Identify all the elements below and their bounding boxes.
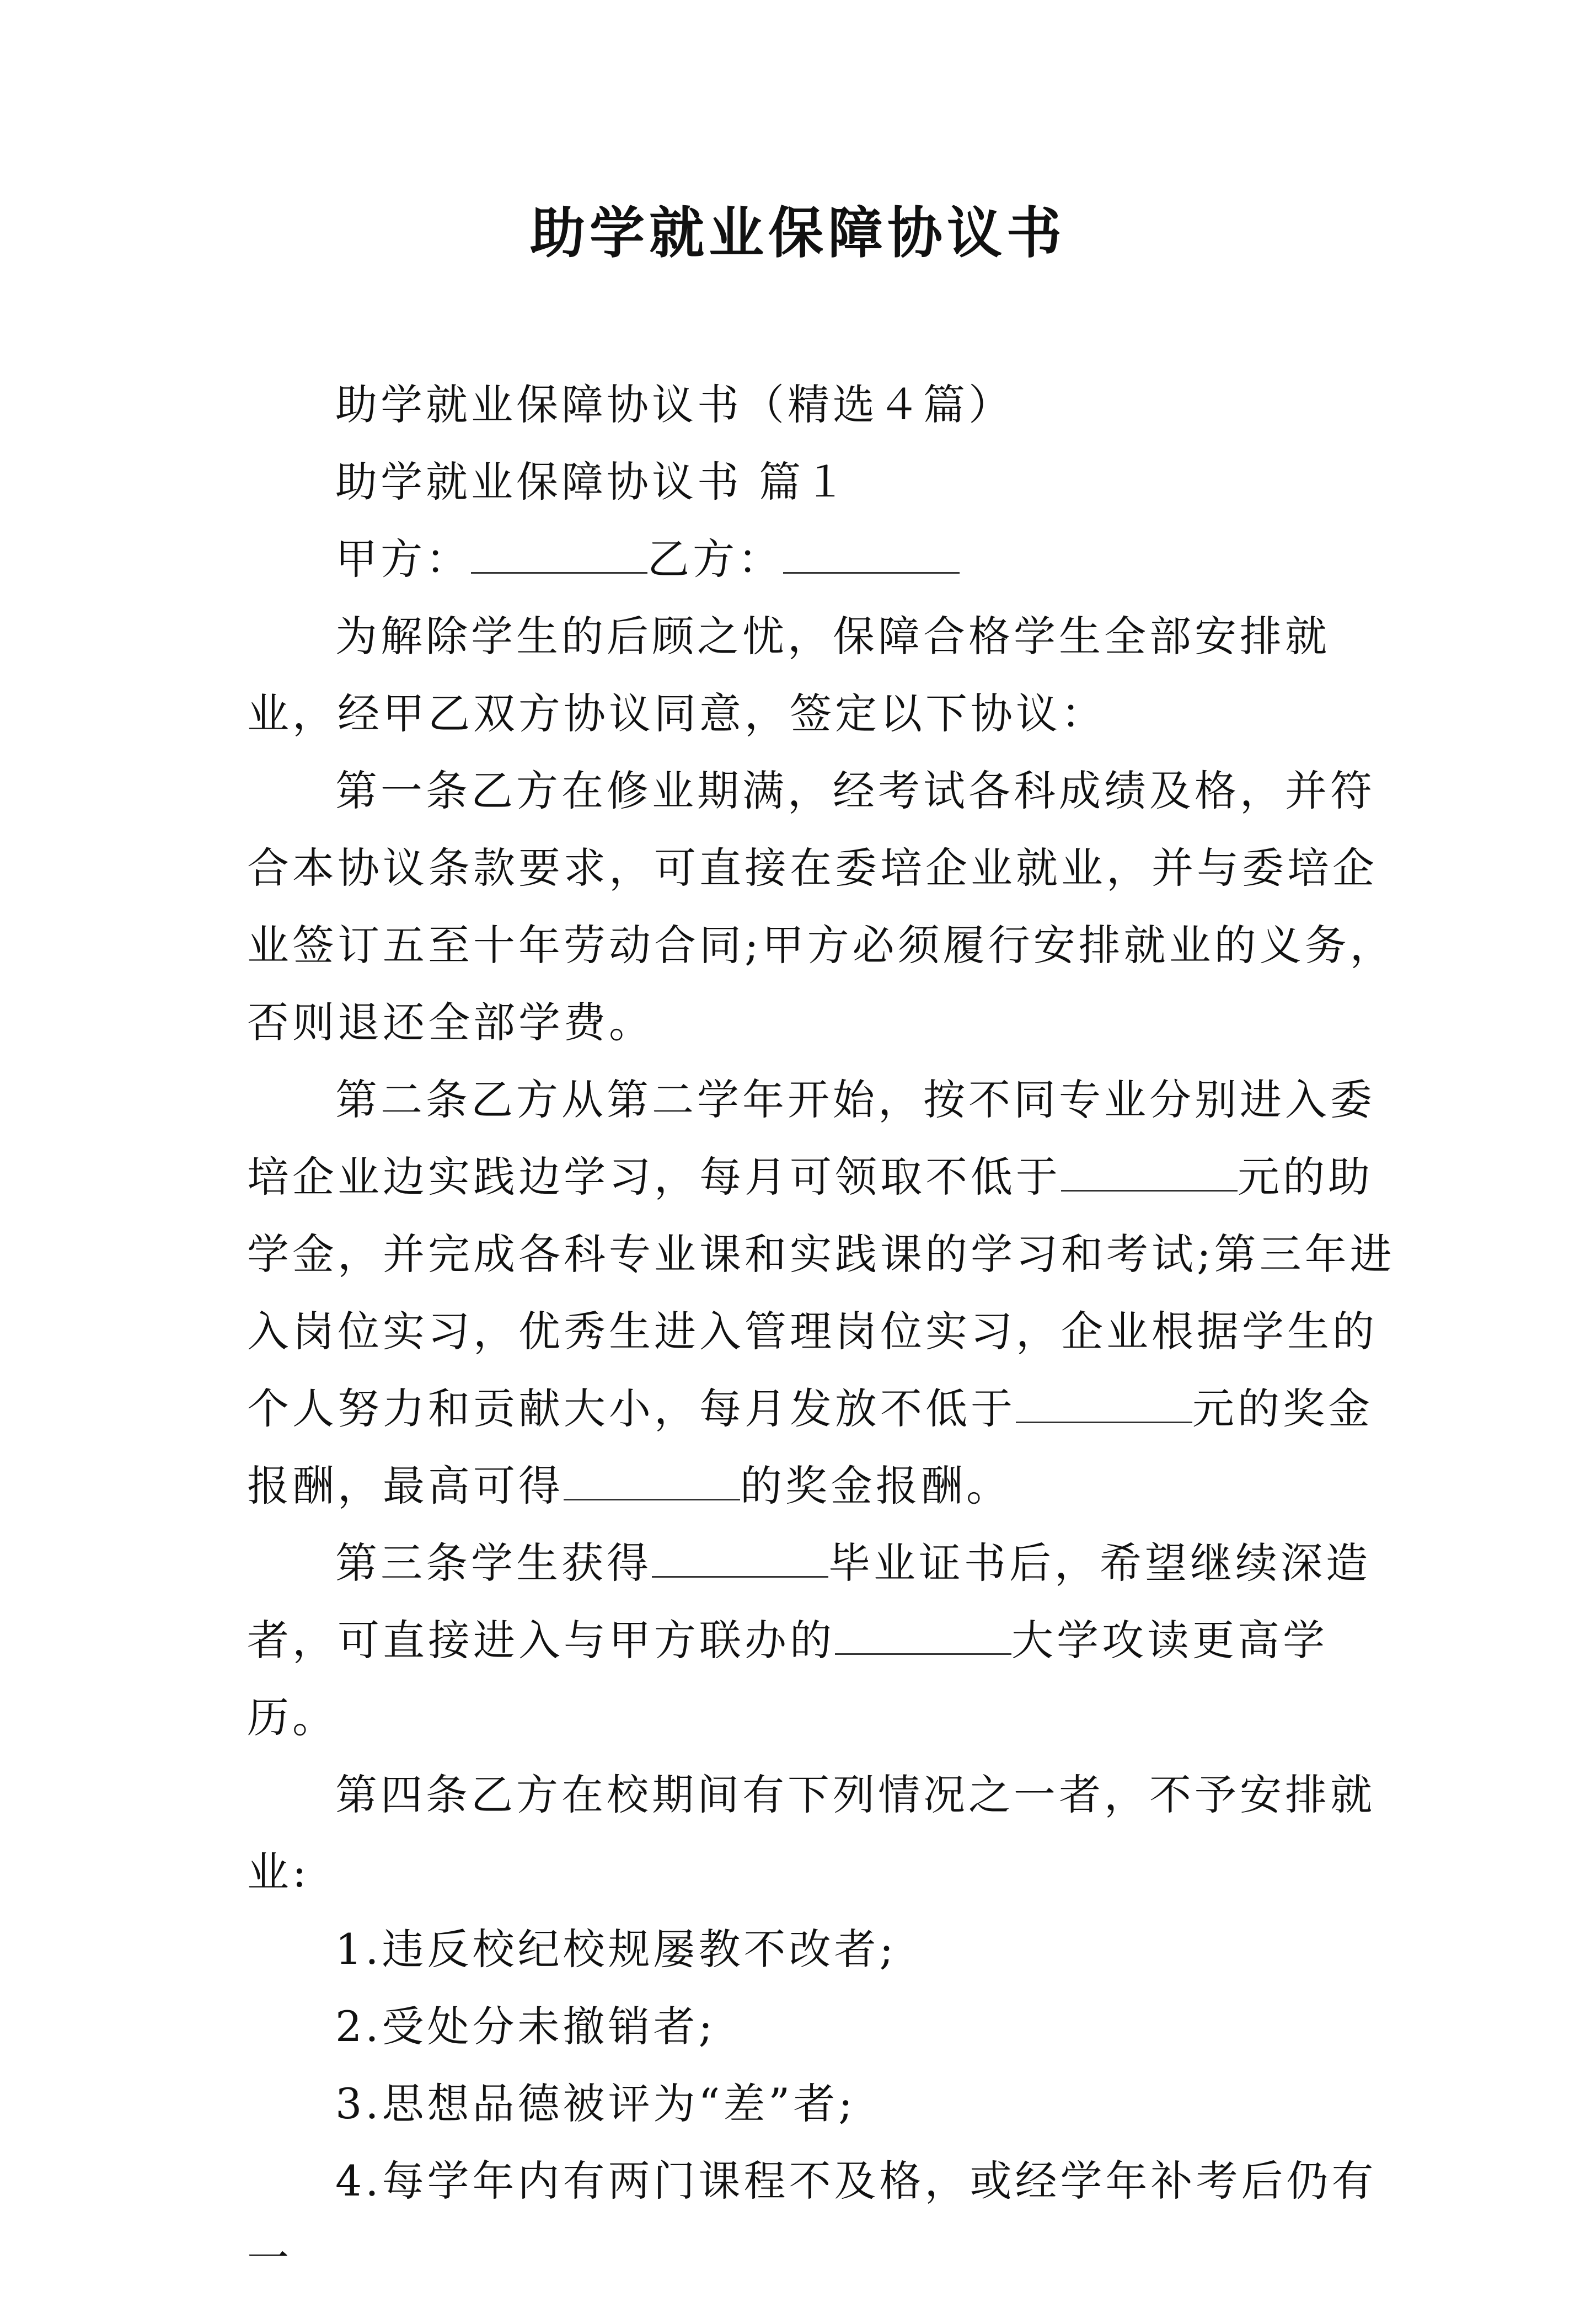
list-item-3: 3.思想品德被评为“差”者; [335,2079,856,2128]
article-2-part-d: 的奖金报酬。 [740,1461,1011,1510]
article-1: 第一条乙方在修业期满，经考试各科成绩及格，并符合本协议条款要求，可直接在委培企业就业，并与委培企业签订五至十年劳动合同;甲方必须履行安排就业的义务，否则退还全部学费。 [247,766,1395,1047]
party-line [247,521,1416,598]
document-title: 助学就业保障协议书 [530,200,1066,265]
party-b-label: 乙方： [647,535,783,584]
article-2-part-c: 元的奖金报酬，最高可得 [247,1384,1373,1510]
document-body [247,366,1416,2297]
subtitle: 助学就业保障协议书（精选４篇） [335,380,1014,429]
university-blank [835,1609,1011,1655]
article-3-part-a: 第三条学生获得 [335,1539,652,1588]
stipend-amount-blank [1061,1146,1238,1192]
article-3-part-b: 毕业证书后，希望继续深造者，可直接进入与甲方联办的 [247,1539,1371,1665]
party-b-blank [783,528,960,574]
article-3 [247,1525,1416,1756]
list-item-4: 4.每学年内有两门课程不及格，或经学年补考后仍有一 [247,2156,1377,2283]
certificate-blank [652,1532,828,1578]
article-2-part-b: 元的助学金，并完成各科专业课和实践课的学习和考试;第三年进入岗位实习，优秀生进入管理岗位实习，企业根据学生的个人努力和贡献大小，每月发放不低于 [247,1152,1395,1433]
list-item-2: 2.受处分未撤销者; [335,2002,716,2051]
article-2-part-a: 第二条乙方从第二学年开始，按不同专业分别进入委培企业边实践边学习，每月可领取不低于 [247,1075,1375,1201]
bonus-amount-blank [1016,1377,1192,1423]
max-bonus-blank [564,1455,740,1500]
article-2 [247,1061,1416,1525]
article-4: 第四条乙方在校期间有下列情况之一者，不予安排就业: [247,1770,1375,1897]
article-3-part-c: 大学攻读更高学历。 [247,1616,1328,1742]
list-item-1: 1.违反校纪校规屡教不改者; [335,1925,897,1974]
section-heading: 助学就业保障协议书 篇１ [335,457,850,506]
party-a-label: 甲方： [335,535,471,584]
party-a-blank [471,528,647,574]
intro-paragraph: 为解除学生的后顾之忧，保障合格学生全部安排就业，经甲乙双方协议同意，签定以下协议： [247,612,1330,738]
